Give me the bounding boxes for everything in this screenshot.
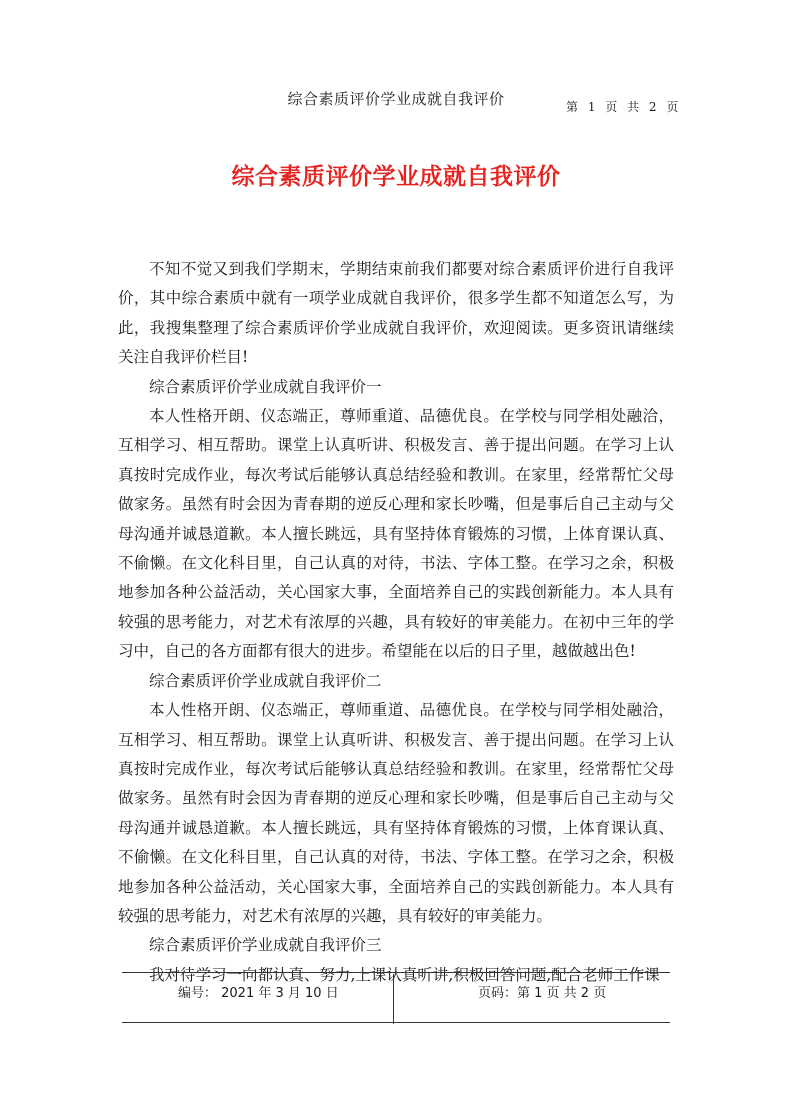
section-2-paragraph: 本人性格开朗、仪态端正，尊师重道、品德优良。在学校与同学相处融洽，互相学习、相互帮助。课堂上认真听讲、积极发言、善于提出问题。在学习上认真按时完成作业，每次考试后能够认真总结经验和教训。在家里，经常帮忙父母做家务。虽然有时会因为青春期的逆反心理和家长吵嘴，但是事后自己主动与父母沟通并诚恳道歉。本人擅长跳远，具有坚持体育锻炼的习惯，上体育课认真、不偷懒。在文化科目里，自己认真的对待，书法、字体工整。在学习之余，积极地参加各种公益活动，关心国家大事，全面培养自己的实践创新能力。本人具有较强的思考能力，对艺术有浓厚的兴趣，具有较好的审美能力。 [118,701,674,925]
footer-bottom-rule [122,1022,670,1023]
intro-paragraph: 不知不觉又到我们学期末，学期结束前我们都要对综合素质评价进行自我评价，其中综合素质中就有一项学业成就自我评价，很多学生都不知道怎么写，为此，我搜集整理了综合素质评价学业成就自我评价，欢迎阅读。更多资讯请继续关注自我评价栏目! [118,260,674,367]
document-body [118,255,674,990]
footer-column-divider [393,974,394,1024]
footer-page-code: 页码：第 1 页 共 2 页 [478,986,607,1001]
footer-top-rule [122,972,670,973]
footer-serial-date: 编号： 2021 年 3 月 10 日 [178,986,339,1001]
section-heading-3: 综合素质评价学业成就自我评价三 [149,936,382,955]
section-heading-1: 综合素质评价学业成就自我评价一 [149,377,382,396]
running-header-title: 综合素质评价学业成就自我评价 [287,90,505,108]
document-title: 综合素质评价学业成就自我评价 [231,164,561,190]
running-header-page-count: 第 1 页 共 2 页 [566,100,682,114]
section-1-paragraph: 本人性格开朗、仪态端正，尊师重道、品德优良。在学校与同学相处融洽，互相学习、相互帮助。课堂上认真听讲、积极发言、善于提出问题。在学习上认真按时完成作业，每次考试后能够认真总结经验和教训。在家里，经常帮忙父母做家务。虽然有时会因为青春期的逆反心理和家长吵嘴，但是事后自己主动与父母沟通并诚恳道歉。本人擅长跳远，具有坚持体育锻炼的习惯，上体育课认真、不偷懒。在文化科目里，自己认真的对待，书法、字体工整。在学习之余，积极地参加各种公益活动，关心国家大事，全面培养自己的实践创新能力。本人具有较强的思考能力，对艺术有浓厚的兴趣，具有较好的审美能力。在初中三年的学习中，自己的各方面都有很大的进步。希望能在以后的日子里，越做越出色! [118,407,674,661]
section-heading-2: 综合素质评价学业成就自我评价二 [149,671,382,690]
section-3-paragraph: 我对待学习一向都认真、努力,上课认真听讲,积极回答问题,配合老师工作课 [149,965,660,984]
